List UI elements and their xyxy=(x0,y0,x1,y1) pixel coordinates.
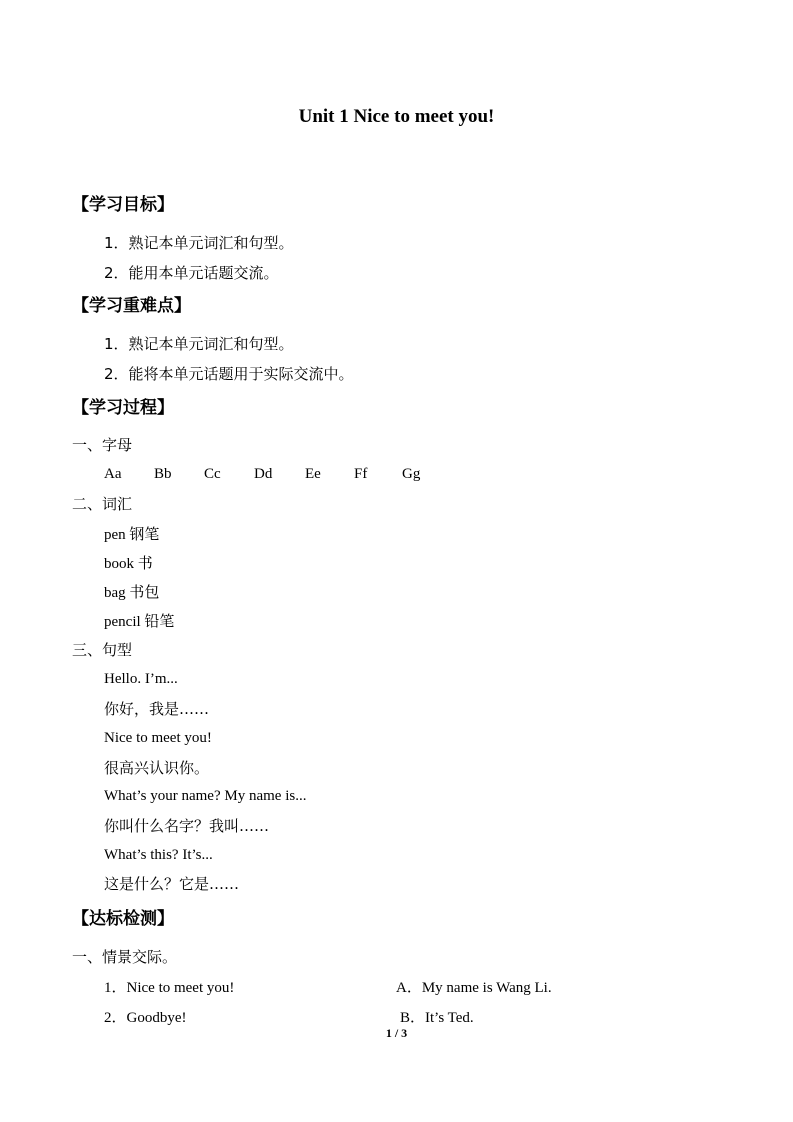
vocab-item: pen 钢笔 xyxy=(104,527,160,543)
vocab-item: book 书 xyxy=(104,556,153,572)
section-heading-key-points: 【学习重难点】 xyxy=(72,296,191,316)
goal-item: 1．熟记本单元词汇和句型。 xyxy=(104,234,294,252)
sentence-cn: 你好，我是…… xyxy=(104,700,210,718)
check-answer: B．It’s Ted. xyxy=(400,1010,474,1026)
vocab-label: 二、词汇 xyxy=(72,495,133,513)
section-heading-process: 【学习过程】 xyxy=(72,398,174,418)
letter-pair: Cc xyxy=(204,466,221,482)
letters-label: 一、字母 xyxy=(72,436,133,454)
sentences-label: 三、句型 xyxy=(72,641,133,659)
check-question: 1．Nice to meet you! xyxy=(104,980,235,996)
check-answer: A．My name is Wang Li. xyxy=(396,980,552,996)
letter-pair: Bb xyxy=(154,466,172,482)
letter-pair: Ff xyxy=(354,466,368,482)
sentence-en: What’s this? It’s... xyxy=(104,847,213,863)
letter-pair: Aa xyxy=(104,466,122,482)
vocab-item: bag 书包 xyxy=(104,585,160,601)
goal-item: 2．能用本单元话题交流。 xyxy=(104,264,279,282)
key-point-item: 1．熟记本单元词汇和句型。 xyxy=(104,335,294,353)
check-question: 2．Goodbye! xyxy=(104,1010,187,1026)
sentence-cn: 你叫什么名字？我叫…… xyxy=(104,817,270,835)
letter-pair: Gg xyxy=(402,466,421,482)
section-heading-goals: 【学习目标】 xyxy=(72,195,174,215)
check-section-label: 一、情景交际。 xyxy=(72,948,178,966)
vocab-item: pencil 铅笔 xyxy=(104,614,175,630)
key-point-item: 2．能将本单元话题用于实际交流中。 xyxy=(104,365,354,383)
page-number: 1 / 3 xyxy=(385,1026,408,1040)
sentence-en: What’s your name? My name is... xyxy=(104,788,307,804)
section-heading-check: 【达标检测】 xyxy=(72,909,174,929)
letter-pair: Dd xyxy=(254,466,273,482)
letter-pair: Ee xyxy=(305,466,321,482)
sentence-cn: 这是什么？它是…… xyxy=(104,875,240,893)
sentence-en: Nice to meet you! xyxy=(104,730,212,746)
sentence-cn: 很高兴认识你。 xyxy=(104,759,210,777)
document-title: Unit 1 Nice to meet you! xyxy=(298,106,495,127)
sentence-en: Hello. I’m... xyxy=(104,671,178,687)
